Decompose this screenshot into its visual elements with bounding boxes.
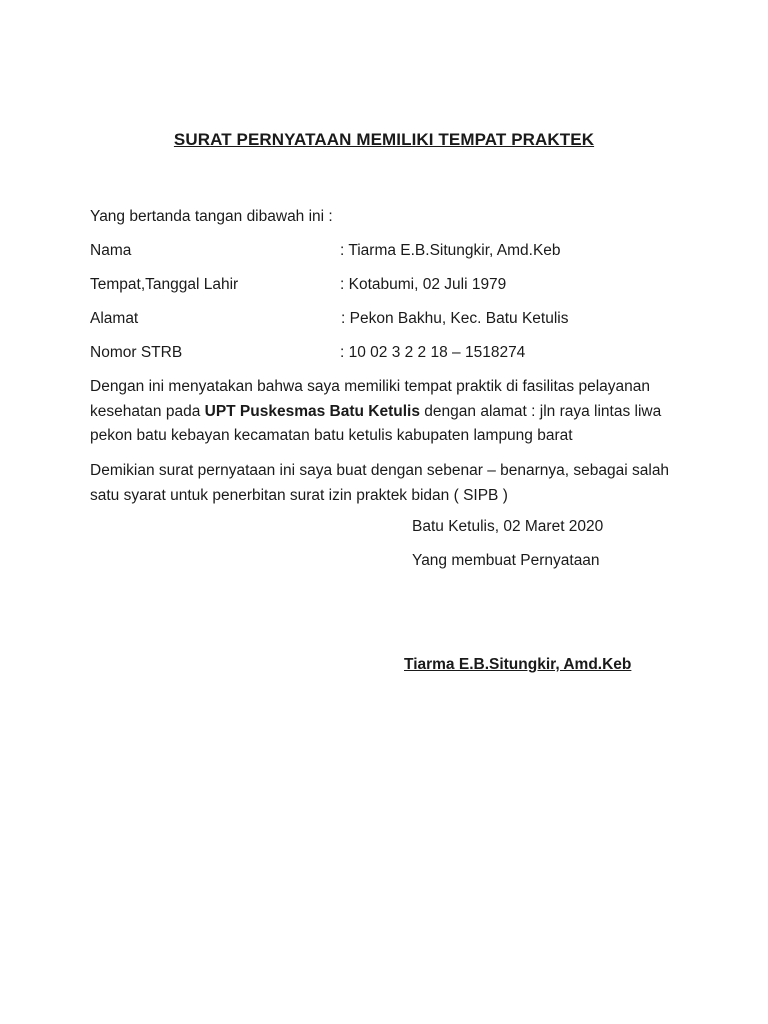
field-value-strb: : 10 02 3 2 2 18 – 1518274: [340, 344, 526, 361]
maker-label: Yang membuat Pernyataan: [412, 552, 600, 569]
field-value-alamat: : Pekon Bakhu, Kec. Batu Ketulis: [341, 310, 569, 327]
field-label-strb: Nomor STRB: [90, 344, 183, 361]
signer-name: Tiarma E.B.Situngkir, Amd.Keb: [404, 656, 632, 673]
facility-name: UPT Puskesmas Batu Ketulis: [204, 402, 420, 420]
field-label-ttl: Tempat,Tanggal Lahir: [90, 276, 239, 293]
intro-text: Yang bertanda tangan dibawah ini :: [90, 208, 333, 225]
closing-paragraph: Demikian surat pernyataan ini saya buat dengan sebenar – benarnya, sebagai salah satu syarat untuk penerbitan surat izin praktek bidan ( SIPB ): [90, 462, 670, 504]
field-value-nama: : Tiarma E.B.Situngkir, Amd.Keb: [340, 242, 561, 259]
document-title: SURAT PERNYATAAN MEMILIKI TEMPAT PRAKTEK: [173, 130, 595, 149]
field-label-nama: Nama: [90, 242, 132, 259]
statement-text-after: dengan alamat : jln raya lintas liwa pekon batu kebayan kecamatan batu ketulis kabupaten lampung barat: [90, 402, 662, 444]
statement-text-before: Dengan ini menyatakan bahwa saya memiliki tempat praktik di fasilitas pelayanan kesehatan pada: [90, 378, 651, 420]
place-date: Batu Ketulis, 02 Maret 2020: [412, 518, 604, 535]
statement-paragraph: [90, 375, 690, 449]
field-label-alamat: Alamat: [90, 310, 139, 327]
field-value-ttl: : Kotabumi, 02 Juli 1979: [340, 276, 507, 293]
